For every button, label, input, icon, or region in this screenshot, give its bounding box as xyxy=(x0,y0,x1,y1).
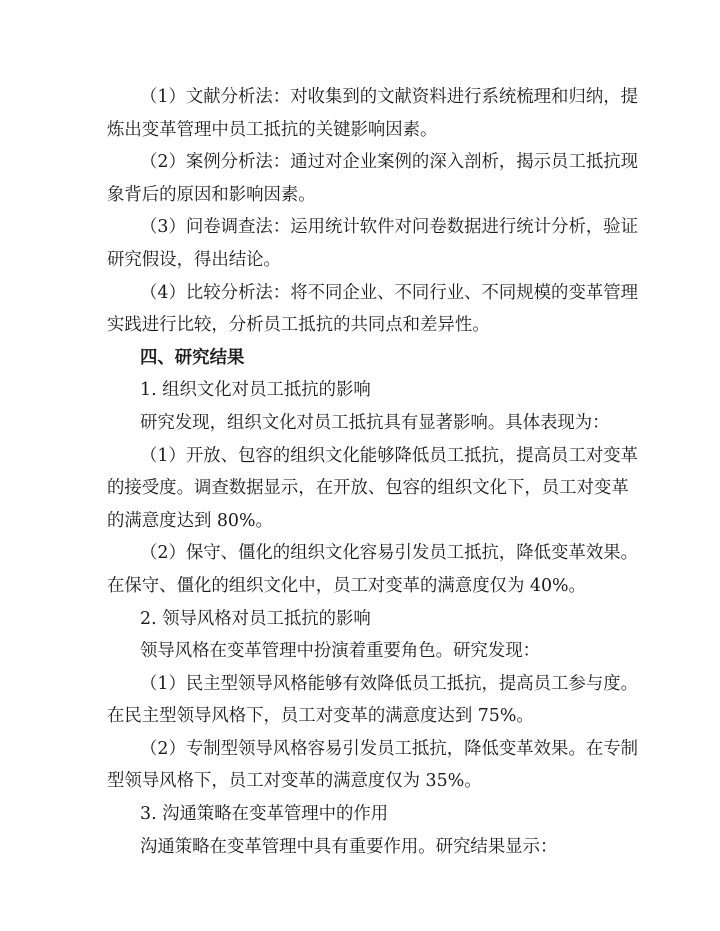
text-line: 3. 沟通策略在变革管理中的作用 xyxy=(140,804,389,825)
paragraph xyxy=(107,146,639,211)
paragraph xyxy=(107,407,613,440)
paragraph xyxy=(107,733,639,798)
paragraph xyxy=(107,211,639,276)
subsection-heading xyxy=(107,603,613,636)
paragraph xyxy=(107,277,639,342)
text-line: （3）问卷调查法：运用统计软件对问卷数据进行统计分析，验证 xyxy=(140,217,639,238)
text-line: 的接受度。调查数据显示，在开放、包容的组织文化下，员工对变革 xyxy=(107,478,629,499)
section-heading xyxy=(107,342,613,375)
text-line: （1）文献分析法：对收集到的文献资料进行系统梳理和归纳，提 xyxy=(140,87,639,107)
text-line: 象背后的原因和影响因素。 xyxy=(107,184,316,205)
paragraph xyxy=(107,81,639,146)
text-line: 的满意度达到 80%。 xyxy=(107,510,273,531)
text-line: （1）开放、包容的组织文化能够降低员工抵抗，提高员工对变革 xyxy=(140,445,639,466)
text-line: 研究发现，组织文化对员工抵抗具有显著影响。具体表现为： xyxy=(140,412,610,433)
text-line: 领导风格在变革管理中扮演着重要角色。研究发现： xyxy=(140,641,540,662)
text-line: 在保守、僵化的组织文化中，员工对变革的满意度仅为 40%。 xyxy=(107,575,586,596)
paragraph xyxy=(107,537,639,602)
text-line: 炼出变革管理中员工抵抗的关键影响因素。 xyxy=(107,119,438,140)
text-line: 实践进行比较，分析员工抵抗的共同点和差异性。 xyxy=(107,315,490,336)
paragraph xyxy=(107,831,613,864)
text-line: 在民主型领导风格下，员工对变革的满意度达到 75%。 xyxy=(107,706,534,727)
document-page xyxy=(107,81,639,863)
subsection-heading xyxy=(107,798,613,831)
text-line: 四、研究结果 xyxy=(140,347,245,368)
text-line: （2）专制型领导风格容易引发员工抵抗，降低变革效果。在专制 xyxy=(140,738,639,759)
text-line: 型领导风格下，员工对变革的满意度仅为 35%。 xyxy=(107,771,482,792)
paragraph xyxy=(107,635,613,668)
paragraph xyxy=(107,668,639,733)
subsection-heading xyxy=(107,374,613,407)
text-line: 1. 组织文化对员工抵抗的影响 xyxy=(140,380,371,401)
text-line: （1）民主型领导风格能够有效降低员工抵抗，提高员工参与度。 xyxy=(140,673,639,694)
text-line: （4）比较分析法：将不同企业、不同行业、不同规模的变革管理 xyxy=(140,282,639,303)
text-line: 2. 领导风格对员工抵抗的影响 xyxy=(140,608,371,629)
text-line: 研究假设，得出结论。 xyxy=(107,249,281,270)
text-line: 沟通策略在变革管理中具有重要作用。研究结果显示： xyxy=(140,836,558,857)
text-line: （2）保守、僵化的组织文化容易引发员工抵抗，降低变革效果。 xyxy=(140,543,639,564)
text-line: （2）案例分析法：通过对企业案例的深入剖析，揭示员工抵抗现 xyxy=(140,152,639,173)
paragraph xyxy=(107,440,639,538)
